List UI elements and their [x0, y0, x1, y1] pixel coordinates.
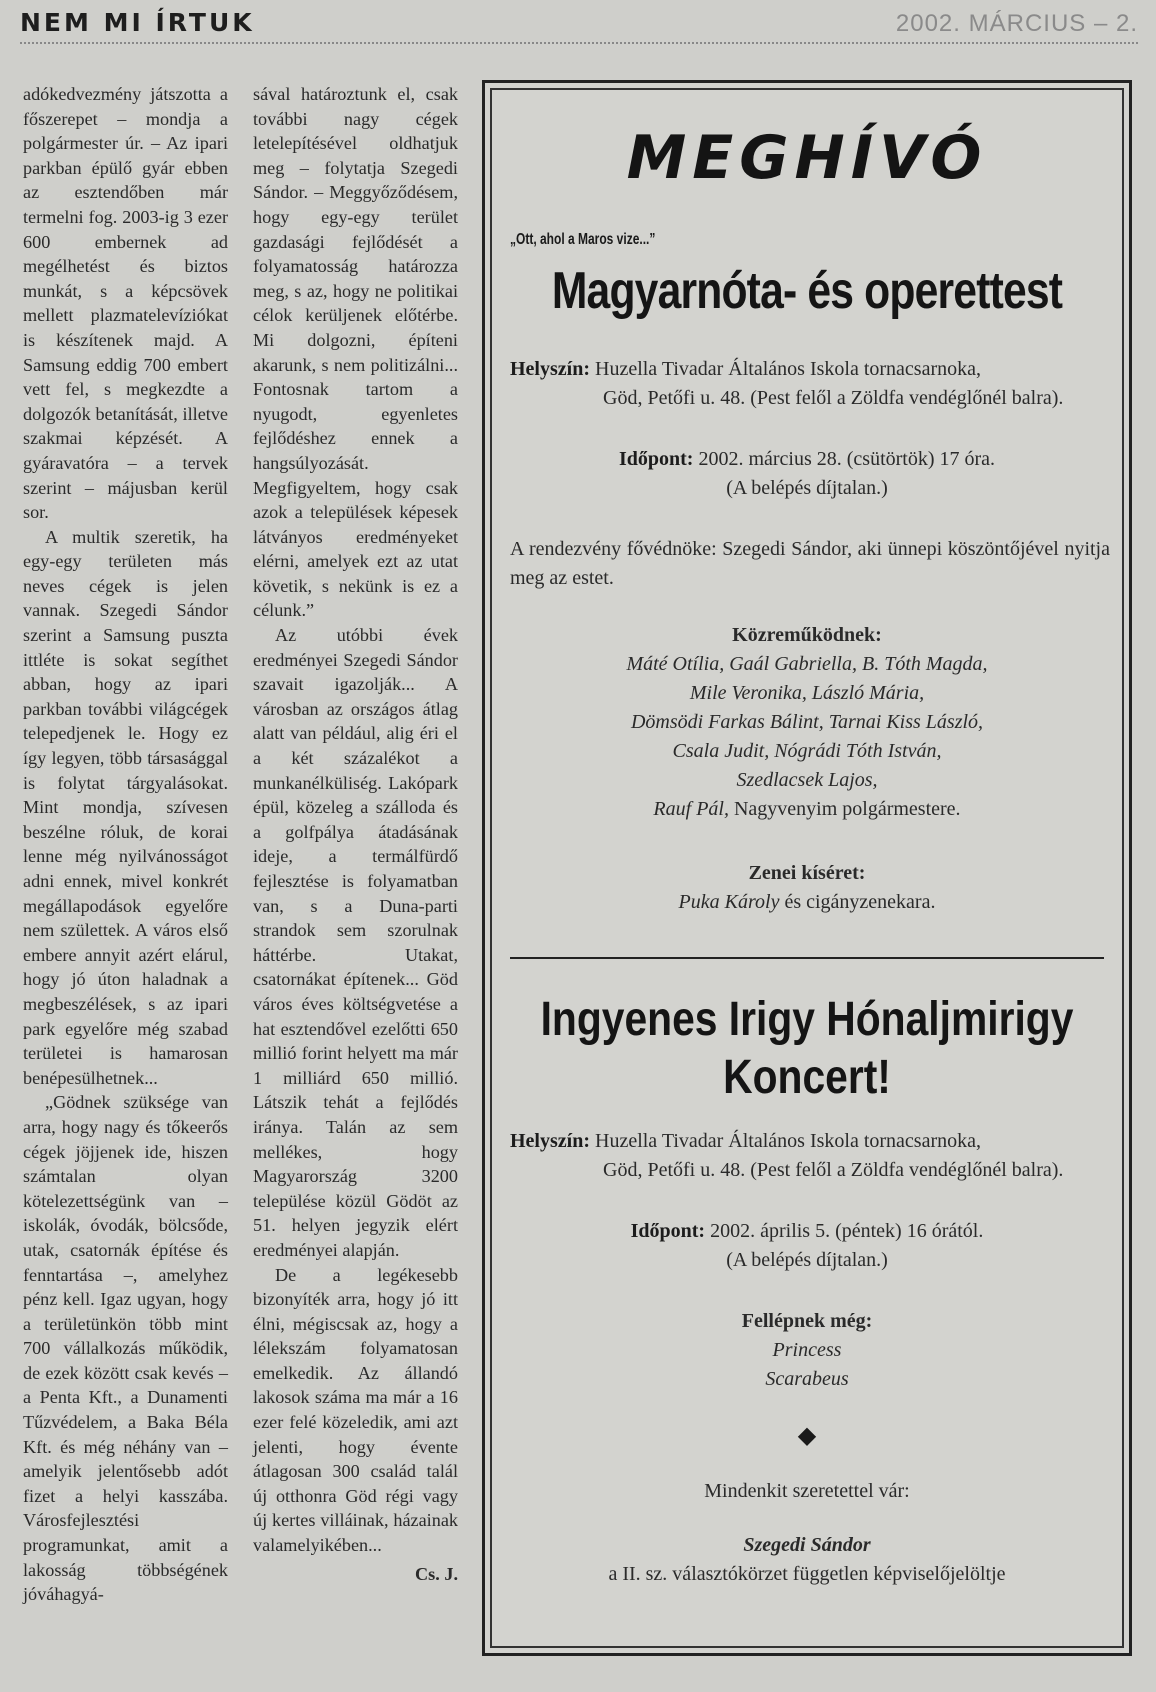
author-signature: Cs. J. — [415, 1563, 458, 1584]
event1-music — [485, 859, 1129, 917]
venue-label: Helyszín: — [510, 358, 590, 380]
diamond-ornament-icon: ◆ — [797, 1423, 817, 1449]
paragraph: „Gödnek szüksége van arra, hogy nagy és tőkeerős cégek jöjjenek ide, hiszen számtalan olyan kötelezettségünk van – iskolák, óvodák, bölcsőde, utak, csatornák építése és fenntartása –, amelyhez pénz kell. Igaz ugyan, hogy a területünkön több mint 700 vállalkozás működik, de ezek között csak kevés – a Penta Kft., a Dunamenti Tűzvédelem, a Baka Béla Kft. és még néhány van – amelyik jelentősebb adót fizet a helyi kasszába. Városfejlesztési programunkat, amit a lakosság többségének jóváhagyá- — [23, 1092, 228, 1605]
issue-date: 2002. MÁRCIUS – 2. — [895, 10, 1138, 37]
venue-line1: Huzella Tivadar Általános Iskola tornacsarnoka, — [595, 358, 982, 380]
also-performer: Princess — [772, 1339, 842, 1361]
host-block — [485, 1531, 1129, 1589]
event2-title-line1: Ingyenes Irigy Hónaljmirigy — [540, 993, 1074, 1046]
host-title: a II. sz. választókörzet független képviselőjelöltje — [608, 1563, 1006, 1585]
paragraph: Az utóbbi évek eredményei Szegedi Sándor szavait igazolják... A városban az országos átlag alatt van például, alig éri el a két százalékot a munkanélküliség. Lakópark épül, közeleg a szálloda és a golfpálya átadásának ideje, a termálfürdő fejlesztése is folyamatban van, s a Duna-parti strandok sem szorulnak háttérbe. Utakat, csatornákat építenek... Göd város éves költségvetése a hat esztendővel ezelőtti 650 millió forint helyett ma már 1 milliárd 650 millió. Látszik tehát a fejlődés iránya. Talán az sem mellékes, hogy Magyarország 3200 települése közül Gödöt az 51. helyen jegyzik elért eredményei alapján. — [253, 625, 458, 1260]
section-title: NEM MI ÍRTUK — [20, 8, 255, 37]
paragraph: adókedvezmény játszotta a főszerepet – mondja a polgármester úr. – Az ipari parkban épülő gyár ebben az esztendőben már termelni fog. 2003-ig 3 ezer 600 embernek ad megélhetést és biztos munkát, s a képcsövek mellett plazmatelevíziókat is készítenek majd. A Samsung eddig 700 embert vett fel, s megkezdte a dolgozók betanítását, illetve szakmai képzését. A gyáravatóra – a tervek szerint – májusban kerül sor. — [23, 84, 228, 523]
performer-line: Szedlacsek Lajos, — [736, 769, 878, 791]
also-label: Fellépnek még: — [741, 1310, 873, 1332]
host-name: Szegedi Sándor — [743, 1534, 871, 1556]
performer-role: Nagyvenyim polgármestere. — [733, 798, 961, 820]
event-motto: „Ott, ahol a Maros vize...” — [510, 231, 656, 248]
music-name: Puka Károly — [678, 891, 780, 913]
page-header — [20, 4, 1138, 44]
event1-title: Magyarnóta- és operettest — [551, 262, 1063, 320]
time-label: Időpont: — [630, 1220, 706, 1242]
also-performer: Scarabeus — [765, 1368, 849, 1390]
event2-also — [485, 1307, 1129, 1394]
performer-line: Máté Otília, Gaál Gabriella, B. Tóth Magda, — [626, 653, 988, 675]
music-rest: és cigányzenekara. — [784, 891, 936, 913]
event2-venue — [510, 1127, 1120, 1185]
invitation-heading: MEGHÍVÓ — [626, 123, 988, 193]
venue-label: Helyszín: — [510, 1130, 590, 1152]
performer-name: Rauf Pál, — [653, 798, 729, 820]
article-column-2 — [253, 82, 458, 1586]
venue-line1: Huzella Tivadar Általános Iskola tornacsarnoka, — [595, 1130, 982, 1152]
time-value: 2002. április 5. (péntek) 16 órától. — [710, 1220, 984, 1242]
event1-venue — [510, 355, 1110, 413]
paragraph: A multik szeretik, ha egy-egy területen más neves cégek is jelen vannak. Szegedi Sándor szerint a Samsung puszta ittléte is sokat segíthet abban, hogy az ipari parkban további világcégek telepedjenek le. Hogy ez így legyen, több társasággal is folytat tárgyalásokat. Mint mondja, szívesen beszélne róluk, de korai lenne még nyilvánosságot adni ennek, mivel konkrét megállapodások egyelőre nem születtek. A város első embere annyit azért elárul, hogy jó úton haladnak a megbeszélések, s az ipari park egyelőre még szabad területei is hamarosan benépesülhetnek... — [23, 526, 228, 1088]
event2-title — [533, 991, 1080, 1107]
venue-line2: Göd, Petőfi u. 48. (Pest felől a Zöldfa vendéglőnél balra). — [603, 1159, 1064, 1181]
performer-line — [485, 795, 1129, 824]
invitation-box — [482, 80, 1132, 1656]
closing-line: Mindenkit szeretettel vár: — [704, 1480, 910, 1502]
performers-label: Közreműködnek: — [732, 624, 882, 646]
time-value: 2002. március 28. (csütörtök) 17 óra. — [698, 448, 996, 470]
paragraph: De a legékesebb bizonyíték arra, hogy jó itt élni, mégiscsak az, hogy a lélekszám folyamatosan emelkedik. Az állandó lakosok száma ma már a 16 ezer felé közeledik, ami azt jelenti, hogy évente átlagosan 300 család talál új otthonra Göd régi vagy új kertes villáinak, házainak valamelyikében... — [253, 1264, 458, 1556]
section-divider — [510, 957, 1104, 959]
performer-line: Csala Judit, Nógrádi Tóth István, — [672, 740, 942, 762]
event2-time — [485, 1217, 1129, 1275]
performer-line: Dömsödi Farkas Bálint, Tarnai Kiss László, — [630, 711, 984, 733]
event1-time — [485, 445, 1129, 503]
event1-patron: A rendezvény fővédnöke: Szegedi Sándor, aki ünnepi köszöntőjével nyitja meg az estet. — [510, 538, 1110, 589]
event2-title-line2: Koncert! — [723, 1051, 891, 1104]
performer-line: Mile Veronika, László Mária, — [689, 682, 925, 704]
free-entry: (A belépés díjtalan.) — [726, 477, 888, 499]
venue-line2: Göd, Petőfi u. 48. (Pest felől a Zöldfa vendéglőnél balra). — [603, 387, 1064, 409]
event1-performers — [485, 621, 1129, 824]
article-column-1 — [23, 82, 228, 1607]
paragraph: sával határoztunk el, csak további nagy cégek letelepítésével oldhatjuk meg – folytatja Szegedi Sándor. – Meggyőződésem, hogy egy-egy terület gazdasági fejlődését a folyamatosság határozza meg, s az, hogy ne politikai célok kerüljenek előtérbe. Mi dolgozni, építeni akarunk, s nem politizálni... Fontosnak tartom a nyugodt, egyenletes fejlődéshez ennek a hangsúlyozását. Megfigyeltem, hogy csak azok a települések képesek látványos eredményeket elérni, amelyek ezt az utat követik, s nekünk is ez a célunk.” — [253, 84, 458, 621]
music-label: Zenei kíséret: — [748, 862, 866, 884]
header-divider — [20, 42, 1138, 44]
free-entry: (A belépés díjtalan.) — [726, 1249, 888, 1271]
time-label: Időpont: — [618, 448, 694, 470]
